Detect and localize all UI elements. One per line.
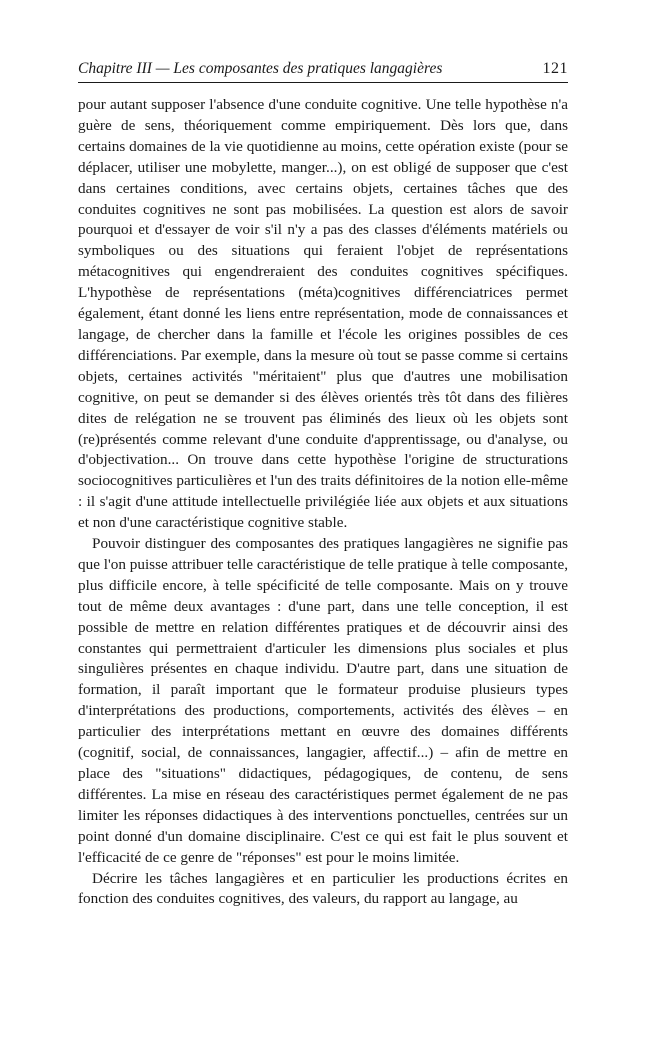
page-number: 121 — [542, 60, 568, 77]
paragraph-3: Décrire les tâches langagières et en particulier les productions écrites en fonction des conduites cognitives, des valeurs, du rapport au langage, au — [78, 869, 568, 908]
body-text — [78, 95, 568, 910]
running-title: Chapitre III — Les composantes des pratiques langagières — [78, 60, 443, 77]
running-header — [78, 60, 568, 83]
book-page — [78, 60, 568, 910]
paragraph-2: Pouvoir distinguer des composantes des pratiques langagières ne signifie pas que l'on puisse attribuer telle caractéristique de telle pratique à telle composante, plus difficile encore, à telle spécificité de telle composante. Mais on y trouve tout de même deux avantages : d'une part, dans une telle conception, il est possible de mettre en relation différentes pratiques et de découvrir ainsi des constantes qui permettraient d'articuler les dimensions plus sociales et plus singulières présentes en chaque individu. D'autre part, dans une situation de formation, il paraît important que le formateur produise plusieurs types d'interprétations des productions, comportements, activités des élèves – en particulier des interprétations mettant en œuvre des domaines différents (cognitif, social, de connaissances, langagier, affectif...) – afin de mettre en place des "situations" didactiques, pédagogiques, de contenu, de sens différentes. La mise en réseau des caractéristiques permet également de ne pas limiter les réponses didactiques à des interventions ponctuelles, centrées sur un point donné d'un domaine disciplinaire. C'est ce qui est fait le plus souvent et l'efficacité de ce genre de "réponses" est pour le moins limitée. — [78, 535, 568, 866]
paragraph-1: pour autant supposer l'absence d'une conduite cognitive. Une telle hypothèse n'a guère de sens, théoriquement comme empiriquement. Dès lors que, dans certains domaines de la vie quotidienne au moins, cette opération existe (pour se déplacer, utiliser une mobylette, manger...), on est obligé de supposer que c'est dans certaines conditions, avec certains objets, certaines tâches que des conduites cognitives ne sont pas mobilisées. La question est alors de savoir pourquoi et d'essayer de voir s'il n'y a pas des classes d'éléments matériels ou symboliques ou des situations qui feraient l'objet de représentations métacognitives qui engendreraient des conduites cognitives spécifiques. L'hypothèse de représentations (méta)cognitives différenciatrices permet également, étant donné les liens entre représentation, mode de connaissances et langage, de chercher dans la famille et l'école les origines possibles de ces différenciations. Par exemple, dans la mesure où tout se passe comme si certains objets, certaines activités "méritaient" plus que d'autres une mobilisation cognitive, on peut se demander si des élèves orientés très tôt dans des filières dites de relégation ne se trouvent pas éliminés des lieux où les objets sont (re)présentés comme relevant d'une conduite d'apprentissage, ou d'analyse, ou d'objectivation... On trouve dans cette hypothèse l'origine de structurations sociocognitives particulières et l'un des traits définitoires de la notion elle-même : il s'agit d'une attitude intellectuelle privilégiée liée aux objets et aux situations et non d'une caractéristique cognitive stable. — [78, 96, 568, 532]
